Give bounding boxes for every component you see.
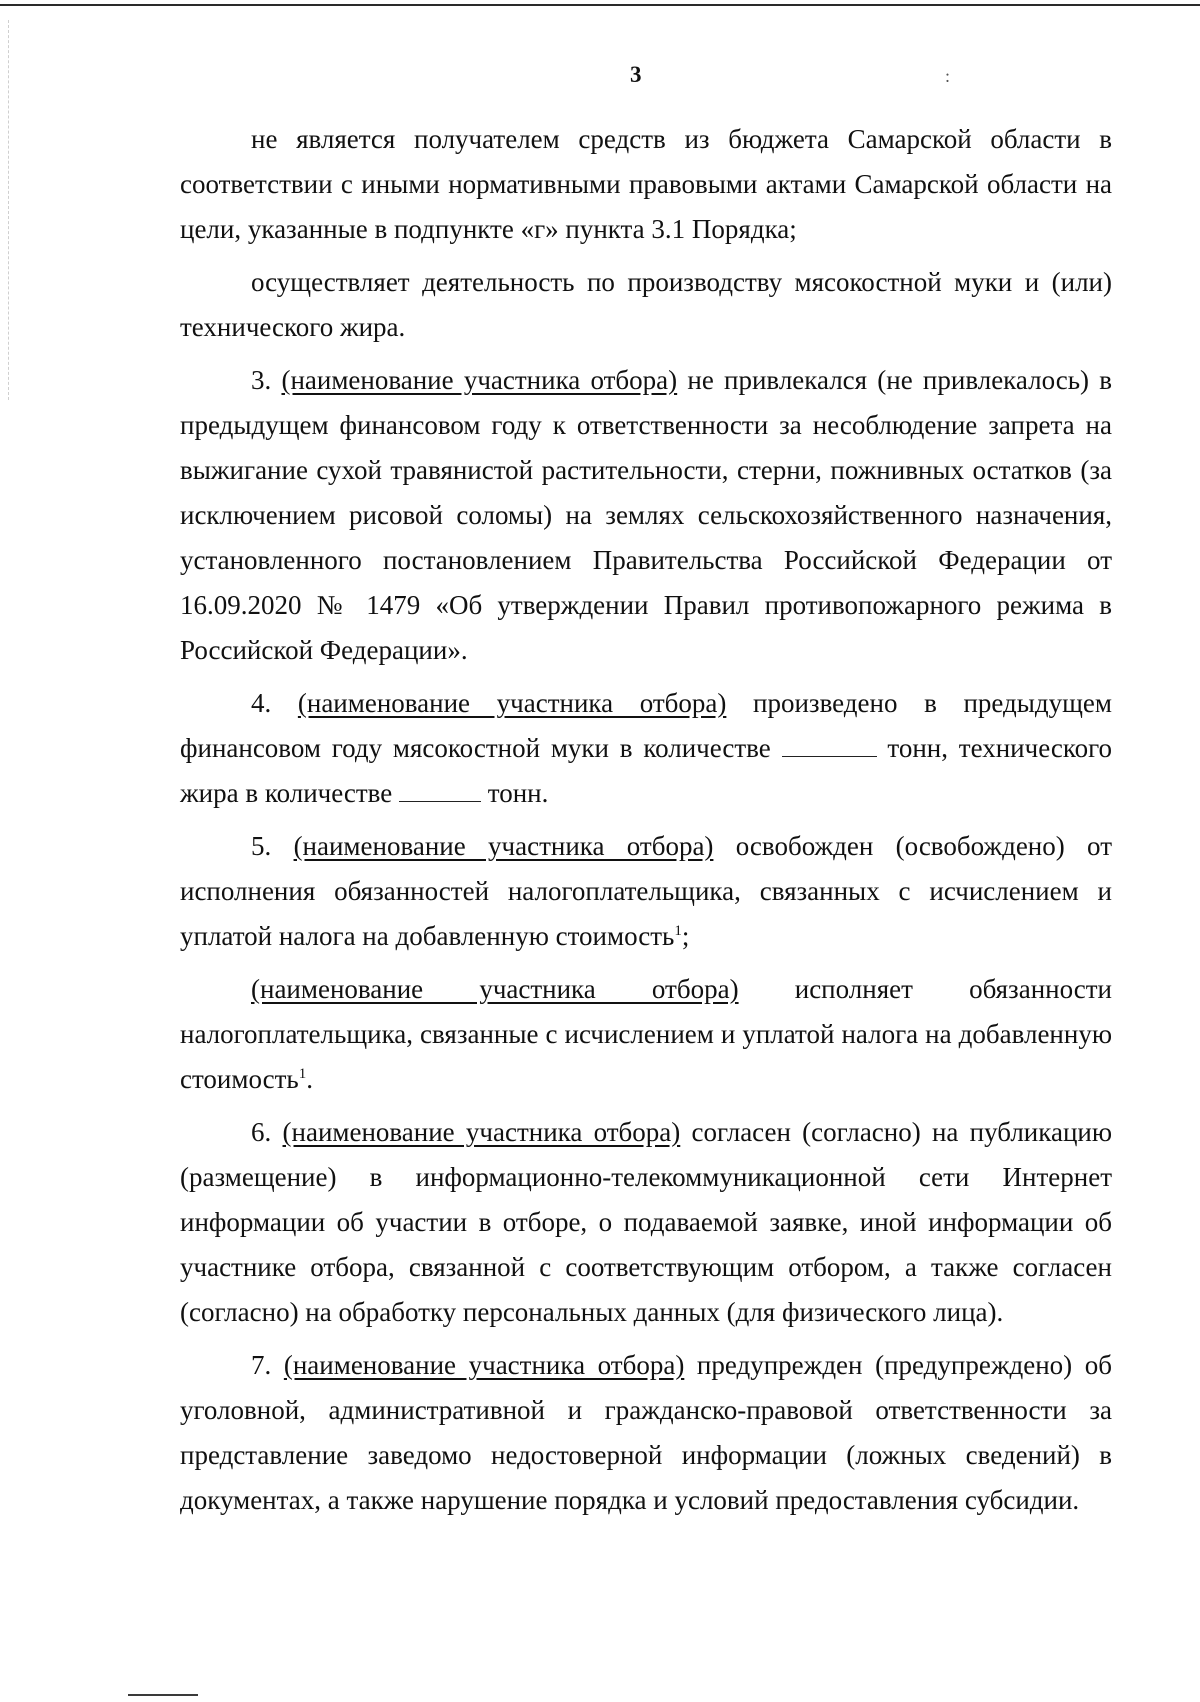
clause-number: 3. [251, 365, 272, 395]
participant-name-placeholder: (наименование участника отбора) [293, 831, 714, 861]
clause-text: тонн. [487, 778, 549, 808]
scan-edge-line [0, 4, 1200, 6]
clause-text: тонн, технического жира в количестве [180, 733, 1112, 808]
page-number: 3 [630, 62, 642, 87]
clause-text: не привлекался (не привлекалось) в предыдущем финансовом году к ответственности за несоблюдение запрета на выжигание сухой травянистой растительности, стерни, пожнивных остатков (за исключением рисовой соломы) на землях сельскохозяйственного назначения, установленного постановлением Правительства Российской Федерации от 16.09.2020 № 1479 «Об утверждении Правил противопожарного режима в Российской Федерации». [180, 365, 1113, 665]
scan-margin-mark [8, 20, 9, 400]
clause-number: 4. [251, 688, 272, 718]
participant-name-placeholder: (наименование участника отбора) [283, 1350, 685, 1380]
technical-fat-quantity-blank [399, 779, 481, 802]
participant-name-placeholder: (наименование участника отбора) [281, 365, 678, 395]
clause-text: исполняет обязанности налогоплательщика, связанные с исчислением и уплатой налога на добавленную стоимость [180, 974, 1113, 1094]
clause-text: предупрежден (предупреждено) об уголовной, административной и гражданско-правовой ответственности за представление заведомо недостоверной информации (ложных сведений) в документах, а также нарушение порядка и условий предоставления субсидии. [180, 1350, 1112, 1515]
footnote-separator-line [128, 1694, 198, 1696]
paragraph-3 [180, 358, 1112, 673]
clause-number: 5. [251, 831, 272, 861]
clause-text: освобожден (освобождено) от исполнения обязанностей налогоплательщика, связанных с исчислением и уплатой налога на добавленную стоимость [180, 831, 1112, 951]
footnote-marker: 1 [674, 923, 682, 939]
clause-number: 6. [251, 1117, 272, 1147]
participant-name-placeholder: (наименование участника отбора) [251, 974, 739, 1004]
footnote-marker: 1 [298, 1066, 307, 1082]
paragraph-not-recipient: не является получателем средств из бюджета Самарской области в соответствии с иными нормативными правовыми актами Самарской области на цели, указанные в подпункте «г» пункта 3.1 Порядка; [180, 124, 1112, 244]
paragraph-6 [180, 1110, 1112, 1335]
clause-punctuation: ; [681, 921, 690, 951]
document-body [180, 117, 1112, 1523]
paragraph-5 [180, 824, 1112, 959]
paragraph-7 [180, 1343, 1112, 1523]
participant-name-placeholder: (наименование участника отбора) [297, 688, 727, 718]
paragraph-production-activity: осуществляет деятельность по производству мясокостной муки и (или) технического жира. [180, 267, 1112, 342]
clause-text: произведено в предыдущем финансовом году мясокостной муки в количестве [180, 688, 1112, 763]
meat-bone-meal-quantity-blank [782, 734, 877, 757]
paragraph-5-alt [180, 967, 1112, 1102]
clause-punctuation: . [306, 1064, 313, 1094]
participant-name-placeholder: (наименование участника отбора) [282, 1117, 681, 1147]
scan-artifact-mark: : [945, 66, 951, 86]
clause-number: 7. [251, 1350, 272, 1380]
clause-text: согласен (согласно) на публикацию (размещение) в информационно-телекоммуникационной сети Интернет информации об участии в отборе, о подаваемой заявке, иной информации об участнике отбора, связанной с соответствующим отбором, а также согласен (согласно) на обработку персональных данных (для физического лица). [180, 1117, 1113, 1327]
paragraph-4 [180, 681, 1112, 816]
